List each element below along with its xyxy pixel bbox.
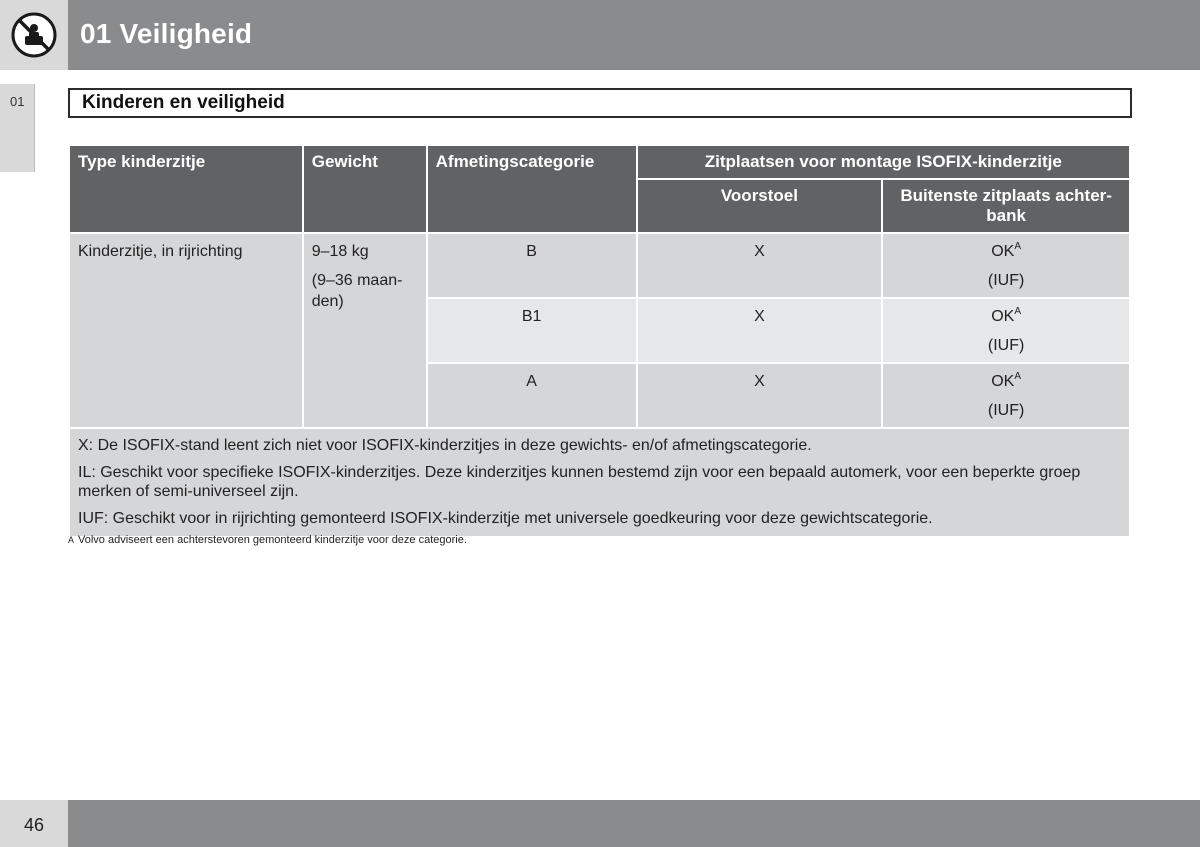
cell-category: B1 (428, 299, 636, 362)
footer-left-block (0, 800, 68, 847)
rear-ok: OK (991, 243, 1015, 260)
cell-front: X (638, 234, 882, 297)
header-type: Type kinderzitje (70, 146, 302, 232)
rear-ok: OK (991, 308, 1015, 325)
cell-category: A (428, 364, 636, 427)
table-row (70, 234, 1129, 297)
cell-rear (883, 234, 1129, 297)
rear-ok-superscript: A (1014, 306, 1022, 317)
header-front-seat: Voorstoel (638, 180, 882, 232)
cell-front: X (638, 364, 882, 427)
cell-rear (883, 299, 1129, 362)
chapter-side-tab-label: 01 (10, 94, 25, 109)
footnote (68, 534, 467, 546)
header-weight: Gewicht (304, 146, 426, 232)
weight-value: 9–18 kg (311, 243, 369, 260)
footer-bar (68, 800, 1200, 847)
rear-ok-superscript: A (1014, 371, 1022, 382)
rear-note: (IUF) (987, 402, 1025, 419)
note-iuf: IUF: Geschikt voor in rijrichting gemonteerd ISOFIX-kinderzitje met universele goedkeuring voor deze gewichtscategorie. (78, 510, 933, 527)
rear-ok: OK (991, 373, 1015, 390)
section-heading-box (68, 88, 1132, 118)
no-seatbelt-child-icon (10, 11, 58, 59)
chapter-side-tab (0, 84, 35, 172)
rear-ok-superscript: A (1014, 241, 1022, 252)
rear-note: (IUF) (987, 337, 1025, 354)
isofix-table (68, 144, 1131, 538)
footnote-marker: A (68, 535, 75, 545)
age-range: (9–36 maan-den) (311, 272, 403, 310)
chapter-title: 01 Veiligheid (80, 18, 253, 49)
note-x: X: De ISOFIX-stand leent zich niet voor ISOFIX-kinderzitjes in deze gewichts- en/of afmetingscategorie. (78, 437, 812, 454)
footnote-text: Volvo adviseert een achterstevoren gemonteerd kinderzitje voor deze categorie. (78, 534, 467, 546)
table-notes (70, 429, 1129, 536)
cell-category: B (428, 234, 636, 297)
rear-note: (IUF) (987, 272, 1025, 289)
note-il: IL: Geschikt voor specifieke ISOFIX-kinderzitjes. Deze kinderzitjes kunnen bestemd zijn voor een bepaald automerk, voor een beperkte groep merken of semi-universeel zijn. (78, 464, 1081, 500)
page-number: 46 (24, 815, 45, 835)
table-header-row (70, 146, 1129, 178)
header-seats-group: Zitplaatsen voor montage ISOFIX-kinderzitje (638, 146, 1129, 178)
header-rear-outer: Buitenste zitplaats achter-bank (883, 180, 1129, 232)
cell-weight (304, 234, 426, 427)
header-size-category: Afmetingscategorie (428, 146, 636, 232)
section-title: Kinderen en veiligheid (82, 92, 285, 113)
cell-seat-type: Kinderzitje, in rijrichting (70, 234, 302, 427)
cell-rear (883, 364, 1129, 427)
cell-front: X (638, 299, 882, 362)
table-notes-row (70, 429, 1129, 536)
